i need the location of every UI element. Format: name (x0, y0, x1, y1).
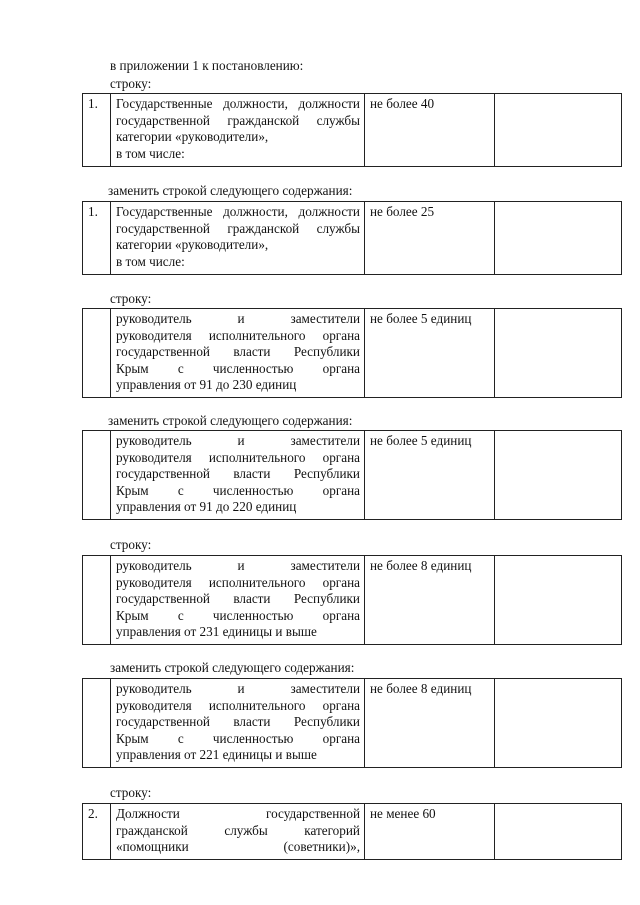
intro-text: в приложении 1 к постановлению: (110, 58, 304, 73)
table-row (82, 308, 622, 398)
row-number: 1. (83, 202, 111, 275)
row-number (83, 556, 111, 645)
row-position-name (111, 679, 365, 768)
name-line: государственной власти Республики (116, 714, 360, 729)
row-extra (495, 679, 622, 768)
block-label: заменить строкой следующего содержания: (108, 413, 353, 428)
row-position-name (111, 556, 365, 645)
name-line: государственной гражданской службы (116, 220, 360, 236)
name-line: управления от 91 до 220 единиц (116, 499, 297, 514)
name-line: государственной власти Республики (116, 466, 360, 481)
row-number: 2. (83, 804, 111, 860)
name-line: управления от 91 до 230 единиц (116, 377, 297, 392)
name-line: руководителя исполнительного органа (116, 574, 360, 590)
row-extra (495, 94, 622, 167)
row-limit: не менее 60 (365, 804, 495, 860)
name-line: Государственные должности, должности (116, 96, 360, 111)
name-line: «помощники (советники)», (116, 839, 360, 854)
table-row (82, 555, 622, 645)
name-line: управления от 231 единицы и выше (116, 624, 317, 639)
row-limit: не более 40 (365, 94, 495, 167)
row-limit: не более 8 единиц (365, 679, 495, 768)
name-line: Крым с численностью органа (116, 607, 360, 623)
block-label: строку: (110, 291, 152, 306)
name-line: руководитель и заместители (116, 681, 360, 696)
block-label: строку: (110, 76, 152, 91)
row-position-name (111, 309, 365, 398)
name-line: руководителя исполнительного органа (116, 327, 360, 343)
row-limit: не более 5 единиц (365, 431, 495, 520)
block-label: строку: (110, 537, 152, 552)
block-label: строку: (110, 785, 152, 800)
row-number (83, 431, 111, 520)
row-number (83, 309, 111, 398)
name-line: государственной власти Республики (116, 344, 360, 359)
name-line: государственной гражданской службы (116, 112, 360, 128)
table-row (82, 678, 622, 768)
name-line: руководителя исполнительного органа (116, 697, 360, 713)
name-line: руководителя исполнительного органа (116, 449, 360, 465)
row-extra (495, 202, 622, 275)
name-line: руководитель и заместители (116, 558, 360, 573)
name-line: Должности государственной (116, 806, 360, 821)
name-line: руководитель и заместители (116, 433, 360, 448)
row-position-name (111, 804, 365, 860)
row-position-name (111, 94, 365, 167)
name-line: Крым с численностью органа (116, 482, 360, 498)
name-line: категории «руководители», (116, 129, 269, 144)
table-row (82, 201, 622, 275)
name-line: управления от 221 единицы и выше (116, 747, 317, 762)
block-label: заменить строкой следующего содержания: (108, 183, 353, 198)
table-row (82, 430, 622, 520)
name-line: в том числе: (116, 145, 185, 161)
row-limit: не более 8 единиц (365, 556, 495, 645)
name-line: гражданской службы категорий (116, 822, 360, 838)
row-extra (495, 804, 622, 860)
table-row (82, 803, 622, 860)
row-number: 1. (83, 94, 111, 167)
row-position-name (111, 202, 365, 275)
row-extra (495, 309, 622, 398)
row-extra (495, 556, 622, 645)
block-label: заменить строкой следующего содержания: (110, 660, 355, 675)
name-line: Крым с численностью органа (116, 730, 360, 746)
row-position-name (111, 431, 365, 520)
name-line: Крым с численностью органа (116, 360, 360, 376)
row-limit: не более 25 (365, 202, 495, 275)
name-line: руководитель и заместители (116, 311, 360, 326)
table-row (82, 93, 622, 167)
name-line: государственной власти Республики (116, 591, 360, 606)
row-extra (495, 431, 622, 520)
name-line: Государственные должности, должности (116, 204, 360, 219)
row-number (83, 679, 111, 768)
row-limit: не более 5 единиц (365, 309, 495, 398)
name-line: категории «руководители», (116, 237, 269, 252)
name-line: в том числе: (116, 253, 185, 269)
